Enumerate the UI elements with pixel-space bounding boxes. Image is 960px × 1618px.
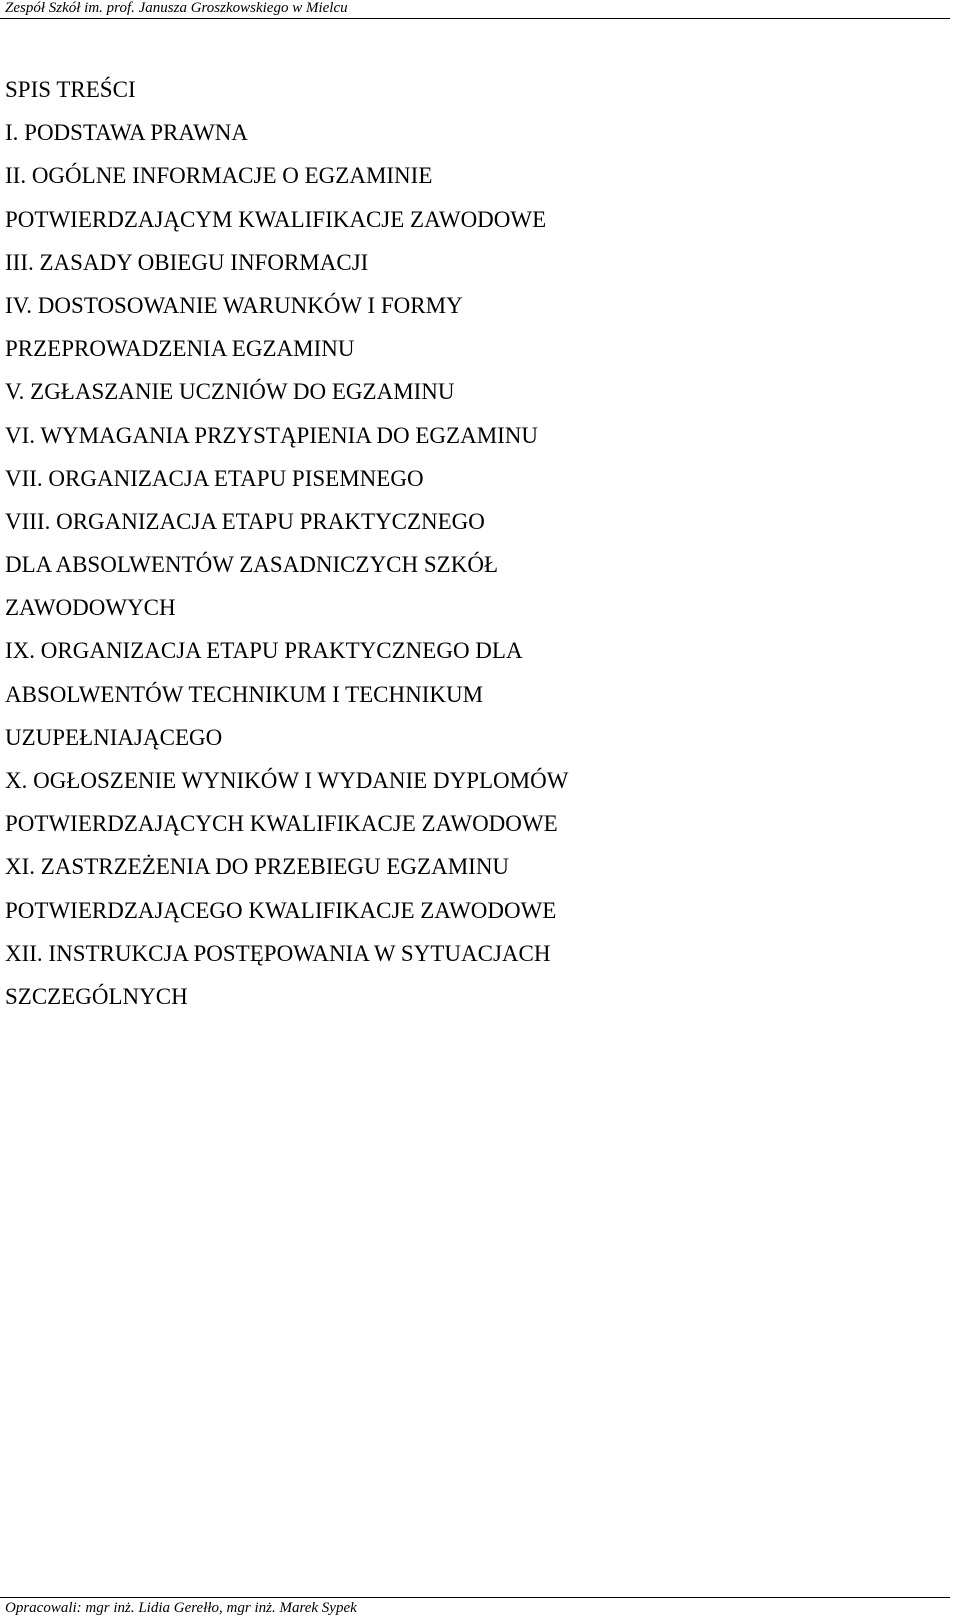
toc-line: PRZEPROWADZENIA EGZAMINU [5, 336, 355, 362]
header-school-name: Zespół Szkół im. prof. Janusza Groszkowskiego w Mielcu [5, 0, 348, 16]
toc-line: V. ZGŁASZANIE UCZNIÓW DO EGZAMINU [5, 379, 455, 405]
toc-line: X. OGŁOSZENIE WYNIKÓW I WYDANIE DYPLOMÓW [5, 768, 569, 793]
toc-line: ABSOLWENTÓW TECHNIKUM I TECHNIKUM [5, 681, 484, 707]
toc-line: IX. ORGANIZACJA ETAPU PRAKTYCZNEGO DLA [5, 638, 523, 664]
toc-line: POTWIERDZAJĄCYCH KWALIFIKACJE ZAWODOWE [5, 811, 558, 837]
footer-authors: Opracowali: mgr inż. Lidia Gerełło, mgr inż. Marek Sypek [5, 1600, 357, 1616]
toc-line: ZAWODOWYCH [5, 595, 176, 621]
toc-line: XII. INSTRUKCJA POSTĘPOWANIA W SYTUACJACH [5, 940, 551, 966]
toc-line: DLA ABSOLWENTÓW ZASADNICZYCH SZKÓŁ [5, 552, 498, 578]
toc-line: VII. ORGANIZACJA ETAPU PISEMNEGO [5, 465, 424, 491]
toc-line: VIII. ORGANIZACJA ETAPU PRAKTYCZNEGO [5, 508, 485, 534]
toc-line: III. ZASADY OBIEGU INFORMACJI [5, 249, 369, 275]
toc-line: POTWIERDZAJĄCEGO KWALIFIKACJE ZAWODOWE [5, 897, 557, 923]
toc-line: IV. DOSTOSOWANIE WARUNKÓW I FORMY [5, 292, 463, 318]
toc-line: XI. ZASTRZEŻENIA DO PRZEBIEGU EGZAMINU [5, 854, 510, 880]
toc-line: SZCZEGÓLNYCH [5, 983, 188, 1009]
toc-line: UZUPEŁNIAJĄCEGO [5, 724, 223, 750]
toc-line: II. OGÓLNE INFORMACJE O EGZAMINIE [5, 163, 433, 189]
toc-line: POTWIERDZAJĄCYM KWALIFIKACJE ZAWODOWE [5, 206, 547, 232]
table-of-contents [5, 68, 950, 1018]
page-header [0, 0, 950, 19]
page-footer [0, 1597, 950, 1618]
toc-title: SPIS TREŚCI [5, 77, 136, 102]
toc-line: VI. WYMAGANIA PRZYSTĄPIENIA DO EGZAMINU [5, 422, 539, 448]
toc-line: I. PODSTAWA PRAWNA [5, 120, 249, 146]
